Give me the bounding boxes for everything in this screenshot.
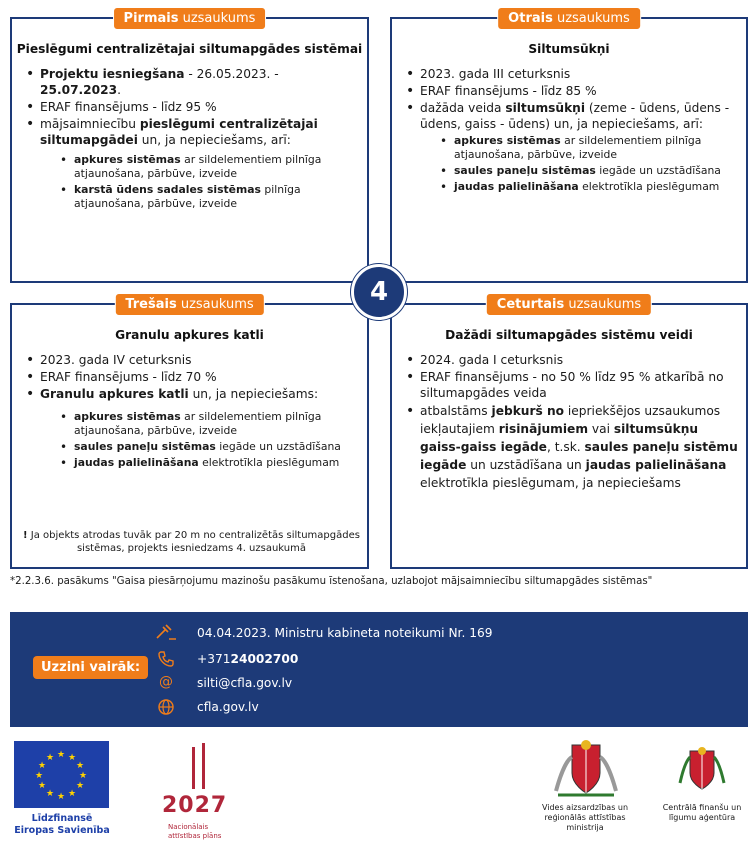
list-item: • jaudas palielināšana elektrotīkla pieslēgumam xyxy=(440,180,746,194)
svg-text:★: ★ xyxy=(37,781,47,791)
list-item: • mājsaimniecību pieslēgumi centralizētajai siltumapgādei un, ja nepieciešams, arī: xyxy=(26,116,359,148)
card-subbullets xyxy=(60,410,367,470)
phone-prefix: +371 xyxy=(197,652,231,666)
list-item: • 2024. gada I ceturksnis xyxy=(406,352,738,368)
list-item: • saules paneļu sistēmas iegāde un uzstādīšana xyxy=(440,164,746,178)
list-item: • dažāda veida siltumsūkņi (zeme - ūdens, ūdens - ūdens, gaiss - ūdens) un, ja nepieciešams, arī: xyxy=(406,100,738,132)
list-item: • atbalstāms jebkurš no iepriekšējos uzsaukumos iekļautajiem risinājumiem vai siltumsūkņu gaiss-gaiss iegāde, t.sk. saules paneļu sistēmu iegāde un uzstādīšana un jaudas palielināšana elektrotīkla pieslēgumam, ja nepieciešams xyxy=(406,402,738,492)
card-title: Granulu apkures katli xyxy=(115,328,264,342)
footnote: *2.2.3.6. pasākums "Gaisa piesārņojumu mazinošu pasākumu īstenošana, uzlabojot mājsaimniecību siltumapgādes sistēmas" xyxy=(10,576,653,587)
list-item: • 2023. gada IV ceturksnis xyxy=(26,352,359,368)
svg-text:★: ★ xyxy=(75,761,85,771)
card-note: ! Ja objekts atrodas tuvāk par 20 m no centralizētās siltumapgādes sistēmas, projekts iesniedzams 4. uzsaukumā xyxy=(23,530,360,554)
svg-text:★: ★ xyxy=(75,781,85,791)
call-card-3 xyxy=(10,297,369,569)
email-row xyxy=(155,674,292,692)
list-item: • Granulu apkures katli un, ja nepieciešams: xyxy=(26,386,359,402)
card-subbullets xyxy=(60,153,367,211)
list-item: • ERAF finansējums - līdz 70 % xyxy=(26,369,359,385)
call-badge-3: Trešais uzsaukums xyxy=(114,293,264,316)
regulation-row xyxy=(155,624,492,642)
regulation-text: 04.04.2023. Ministru kabineta noteikumi Nr. 169 xyxy=(197,626,493,640)
call-badge-2: Otrais uzsaukums xyxy=(497,7,641,30)
agency-caption: Centrālā finanšu un līgumu aģentūra xyxy=(662,803,742,822)
list-item: • apkures sistēmas ar sildelementiem pilnīga atjaunošana, pārbūve, izveide xyxy=(60,410,367,438)
svg-text:★: ★ xyxy=(56,792,66,802)
learn-more-button[interactable]: Uzzini vairāk: xyxy=(33,656,148,679)
call-badge-4: Ceturtais uzsaukums xyxy=(486,293,652,316)
list-item: • ERAF finansējums - līdz 95 % xyxy=(26,99,359,115)
phone-link[interactable]: 24002700 xyxy=(230,652,299,666)
call-count-circle: 4 xyxy=(351,264,407,320)
call-card-2 xyxy=(390,11,748,283)
phone-icon xyxy=(155,650,177,668)
list-item: • apkures sistēmas ar sildelementiem pilnīga atjaunošana, pārbūve, izveide xyxy=(440,134,746,162)
latvia-coat-of-arms-logo xyxy=(548,739,624,801)
svg-text:★: ★ xyxy=(67,789,77,799)
svg-text:★: ★ xyxy=(78,771,88,781)
call-card-1 xyxy=(10,11,369,283)
list-item: • saules paneļu sistēmas iegāde un uzstādīšana xyxy=(60,440,367,454)
card-bullets xyxy=(26,352,359,402)
card-bullets xyxy=(406,352,738,492)
svg-text:★: ★ xyxy=(67,753,77,763)
ministry-caption: Vides aizsardzības un reģionālās attīstības ministrija xyxy=(541,803,629,832)
list-item: • apkures sistēmas ar sildelementiem pilnīga atjaunošana, pārbūve, izveide xyxy=(60,153,367,181)
call-card-4 xyxy=(390,297,748,569)
eu-flag-logo xyxy=(14,741,109,808)
list-item: • 2023. gada III ceturksnis xyxy=(406,66,738,82)
card-bullets xyxy=(406,66,738,132)
website-row xyxy=(155,698,259,716)
svg-text:★: ★ xyxy=(45,753,55,763)
list-item: • ERAF finansējums - līdz 85 % xyxy=(406,83,738,99)
svg-text:★: ★ xyxy=(45,789,55,799)
call-badge-1: Pirmais uzsaukums xyxy=(113,7,267,30)
card-bullets xyxy=(26,66,359,148)
list-item: • jaudas palielināšana elektrotīkla pieslēgumam xyxy=(60,456,367,470)
list-item: • Projektu iesniegšana - 26.05.2023. - 25.07.2023. xyxy=(26,66,359,98)
website-link[interactable]: cfla.gov.lv xyxy=(197,700,259,714)
eu-caption: Līdzfinansē Eiropas Savienība xyxy=(14,813,110,836)
svg-text:★: ★ xyxy=(34,771,44,781)
list-item: • karstā ūdens sadales sistēmas pilnīga atjaunošana, pārbūve, izveide xyxy=(60,183,367,211)
phone-row xyxy=(155,650,298,668)
gavel-icon xyxy=(155,624,177,642)
at-sign-icon: @ xyxy=(159,674,173,690)
logo-strip xyxy=(0,735,754,855)
national-plan-logo: 2027 Nacionālais attīstības plāns xyxy=(162,743,242,797)
contact-bar xyxy=(10,612,748,727)
list-item: • ERAF finansējums - no 50 % līdz 95 % atkarībā no siltumapgādes veida xyxy=(406,369,738,401)
card-title: Siltumsūkņi xyxy=(528,42,610,56)
svg-text:★: ★ xyxy=(37,761,47,771)
svg-text:★: ★ xyxy=(56,750,66,760)
card-title: Pieslēgumi centralizētajai siltumapgādes sistēmai xyxy=(16,42,363,56)
email-link[interactable]: silti@cfla.gov.lv xyxy=(197,676,293,690)
globe-icon xyxy=(155,698,177,716)
latvia-small-crest-logo xyxy=(674,743,730,799)
card-subbullets xyxy=(440,134,746,194)
card-title: Dažādi siltumapgādes sistēmu veidi xyxy=(445,328,693,342)
